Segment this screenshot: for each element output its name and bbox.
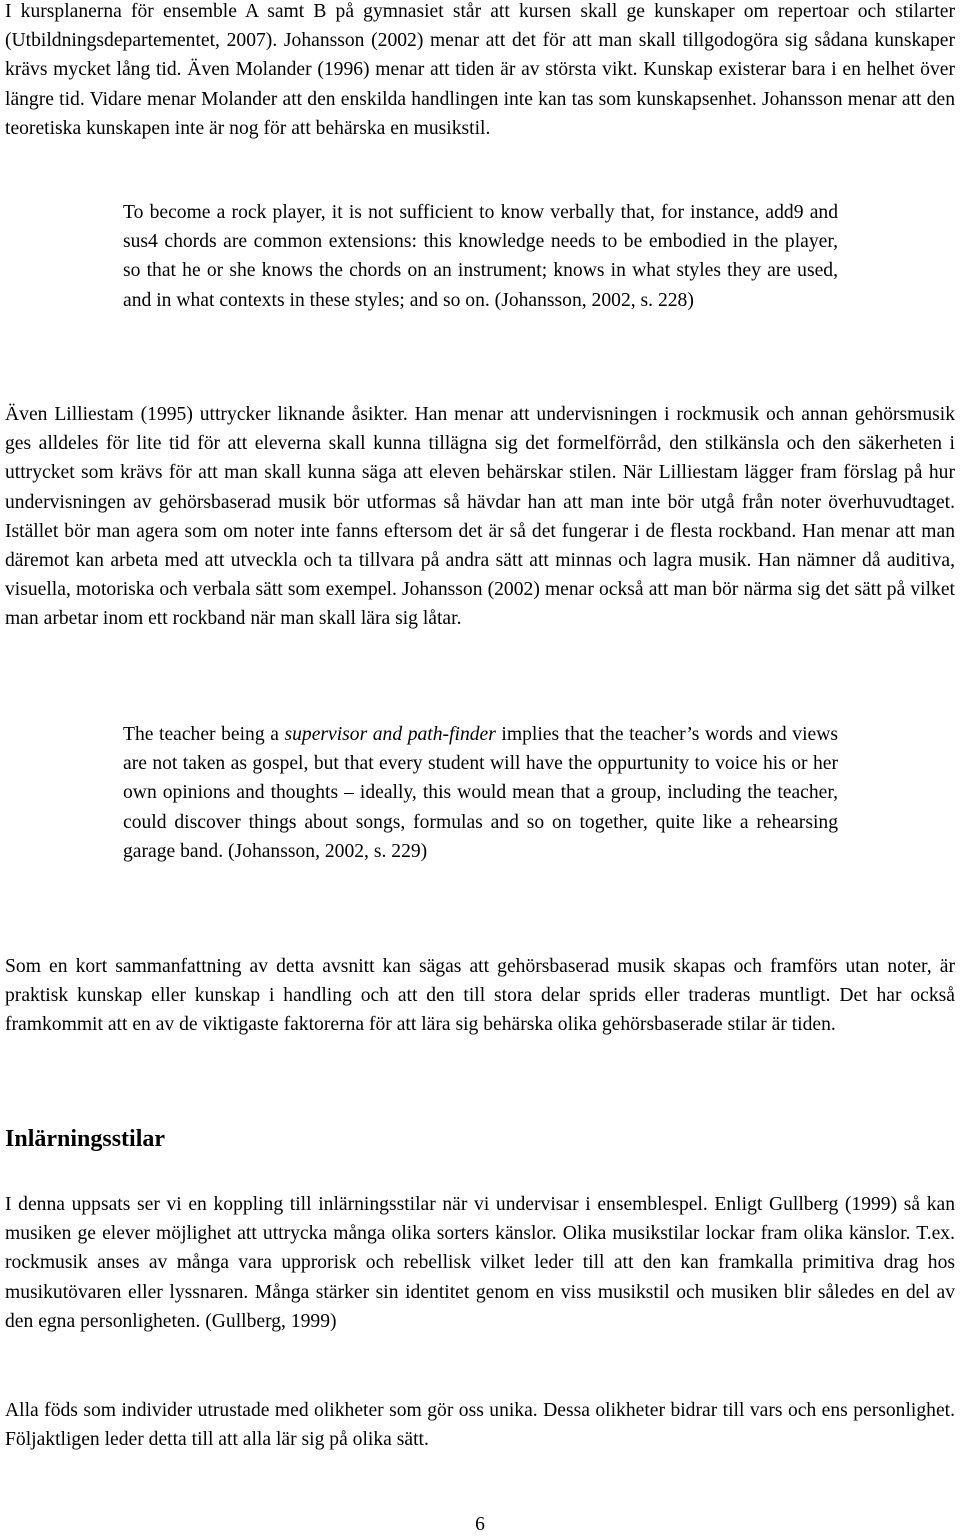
block-quote-teacher	[123, 720, 838, 866]
quote-text-end: implies that the teacher’s words and views are not taken as gospel, but that every student will have the oppurtunity to voice his or her own opinions and thoughts – ideally, this would mean that a group, including the teacher, could discover things about songs, formulas and so on together, quite like a rehearsing garage band. (Johansson, 2002, s. 229)	[123, 724, 838, 862]
paragraph-learning-styles-1: I denna uppsats ser vi en koppling till inlärningsstilar när vi undervisar i ensemblespel. Enligt Gullberg (1999) så kan musiken ge elever möjlighet att uttrycka många olika sorters känslor. Olika musikstilar lockar fram olika känslor. T.ex. rockmusik anses av många vara upprorisk och rebellisk vilket leder till att den kan framkalla primitiva drag hos musikutövaren eller lyssnaren. Många stärker sin identitet genom en viss musikstil och musiken blir således en del av den egna personligheten. (Gullberg, 1999)	[5, 1194, 955, 1332]
paragraph-lilliestam: Även Lilliestam (1995) uttrycker liknande åsikter. Han menar att undervisningen i rockmusik och annan gehörsmusik ges alldeles för lite tid för att eleverna skall kunna tillägna sig det formelförråd, den stilkänsla och den säkerheten i uttrycket som krävs för att man skall kunna säga att eleven behärskar stilen. När Lilliestam lägger fram förslag på hur undervisningen av gehörsbaserad musik bör utformas så hävdar han att man inte bör utgå från noter överhuvudtaget. Istället bör man agera som om noter inte fanns eftersom det är så det fungerar i de flesta rockband. Han menar att man däremot kan arbeta med att utveckla och ta tillvara på andra sätt att minnas och lagra musik. Han nämner då auditiva, visuella, motoriska och verbala sätt som exempel. Johansson (2002) menar också att man bör närma sig det sätt på vilket man arbetar inom ett rockband när man skall lära sig låtar.	[5, 404, 955, 630]
paragraph-summary: Som en kort sammanfattning av detta avsnitt kan sägas att gehörsbaserad musik skapas och framförs utan noter, är praktisk kunskap eller kunskap i handling och att den till stora delar sprids eller traderas muntligt. Det har också framkommit att en av de viktigaste faktorerna för att lära sig behärska olika gehörsbaserade stilar är tiden.	[5, 956, 955, 1036]
quote-text-start: The teacher being a	[123, 724, 285, 745]
quote-italic-phrase: supervisor and path-finder	[284, 724, 496, 745]
paragraph-learning-styles-2: Alla föds som individer utrustade med olikheter som gör oss unika. Dessa olikheter bidrar till vars och ens personlighet. Följaktligen leder detta till att alla lär sig på olika sätt.	[5, 1400, 955, 1451]
paragraph-intro: I kursplanerna för ensemble A samt B på gymnasiet står att kursen skall ge kunskaper om repertoar och stilarter (Utbildningsdepartementet, 2007). Johansson (2002) menar att det för att man skall tillgodogöra sig sådana kunskaper krävs mycket lång tid. Även Molander (1996) menar att tiden är av största vikt. Kunskap existerar bara i en helhet över längre tid. Vidare menar Molander att den enskilda handlingen inte kan tas som kunskapsenhet. Johansson menar att den teoretiska kunskapen inte är nog för att behärska en musikstil.	[5, 1, 955, 139]
page-number: 6	[475, 1514, 485, 1535]
section-heading: Inlärningsstilar	[5, 1126, 166, 1152]
block-quote-rock-player: To become a rock player, it is not sufficient to know verbally that, for instance, add9 and sus4 chords are common extensions: this knowledge needs to be embodied in the player, so that he or she knows the chords on an instrument; knows in what styles they are used, and in what contexts in these styles; and so on. (Johansson, 2002, s. 228)	[123, 202, 838, 311]
